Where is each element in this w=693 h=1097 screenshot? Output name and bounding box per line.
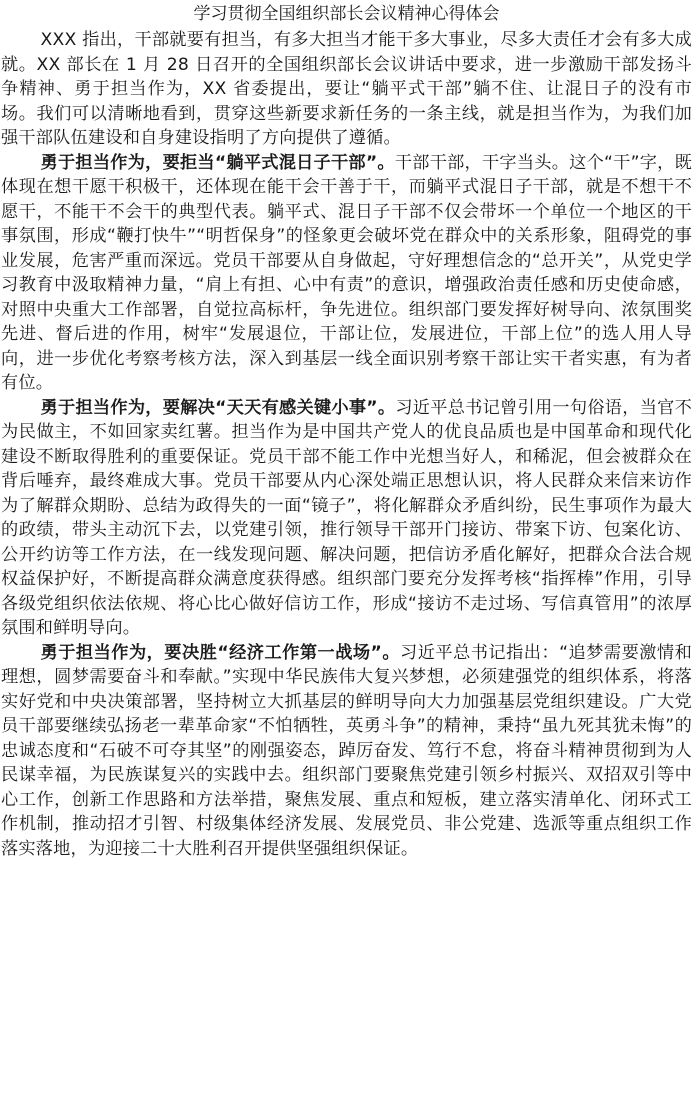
paragraph-1-text: XXX 指出，干部就要有担当，有多大担当才能干多大事业，尽多大责任才会有多大成就。XX 部长在 1 月 28 日召开的全国组织部长会议讲话中要求，进一步激励干部发扬斗争精神、勇于担当作为，XX 省委提出，要让“躺平式干部”躺不住、让混日子的没有市场。我们可以清晰地看到，贯穿这些新要求新任务的一条主线，就是担当作为，为我们加强干部队伍建设和自身建设指明了方向提供了遵循。: [1, 30, 692, 148]
paragraph-1: [1, 28, 692, 151]
document-title: 学习贯彻全国组织部长会议精神心得体会: [193, 4, 500, 24]
paragraph-2-text: 干部干部，干字当头。这个“干”字，既体现在想干愿干积极干，还体现在能干会干善于干，而躺平式混日子干部，就是不想干不愿干，不能干不会干的典型代表。躺平式、混日子干部不仅会带坏一个单位一个地区的干事氛围，形成“鞭打快牛”“明哲保身”的怪象更会破坏党在群众中的关系形象，阻碍党的事业发展，危害严重而深远。党员干部要从自身做起，守好理想信念的“总开关”，从党史学习教育中汲取精神力量，“肩上有担、心中有责”的意识，增强政治责任感和历史使命感，对照中央重大工作部署，自觉拉高标杆，争先进位。组织部门要发挥好树导向、浓氛围奖先进、督后进的作用，树牢“发展退位，干部让位，发展进位，干部上位”的选人用人导向，进一步优化考察考核方法，深入到基层一线全面识别考察干部让实干者实惠，有为者有位。: [1, 152, 692, 393]
paragraph-4-lead: 勇于担当作为，要决胜“经济工作第一战场”。: [40, 642, 401, 663]
paragraph-4: [1, 641, 692, 862]
paragraph-3-lead: 勇于担当作为，要解决“天天有感关键小事”。: [40, 397, 396, 418]
paragraph-4-text: 习近平总书记指出：“追梦需要激情和理想，圆梦需要奋斗和奉献。”实现中华民族伟大复兴梦想，必须建强党的组织体系，将落实好党和中央决策部署，坚持树立大抓基层的鲜明导向大力加强基层党组织建设。广大党员干部要继续弘扬老一辈革命家“不怕牺牲，英勇斗争”的精神，秉持“虽九死其犹未悔”的忠诚态度和“石破不可夺其坚”的刚强姿态，踔厉奋发、笃行不怠，将奋斗精神贯彻到为人民谋幸福，为民族谋复兴的实践中去。组织部门要聚焦党建引领乡村振兴、双招双引等中心工作，创新工作思路和方法举措，聚焦发展、重点和短板，建立落实清单化、闭环式工作机制，推动招才引智、村级集体经济发展、发展党员、非公党建、选派等重点组织工作落实落地，为迎接二十大胜利召开提供坚强组织保证。: [1, 642, 692, 859]
paragraph-3-text: 习近平总书记曾引用一句俗语，当官不为民做主，不如回家卖红薯。担当作为是中国共产党人的优良品质也是中国革命和现代化建设不断取得胜利的重要保证。党员干部不能工作中光想当好人，和稀泥，但会被群众在背后唾弃，最终难成大事。党员干部要从内心深处端正思想认识，将人民群众来信来访作为了解群众期盼、总结为政得失的一面“镜子”，将化解群众矛盾纠纷，民生事项作为最大的政绩，带头主动沉下去，以党建引领，推行领导干部开门接访、带案下访、包案化访、公开约访等工作方法，在一线发现问题、解决问题，把信访矛盾化解好，把群众合法合规权益保护好，不断提高群众满意度获得感。组织部门要充分发挥考核“指挥棒”作用，引导各级党组织依法依规、将心比心做好信访工作，形成“接访不走过场、写信真管用”的浓厚氛围和鲜明导向。: [1, 397, 692, 638]
paragraph-2-lead: 勇于担当作为，要拒当“躺平式混日子干部”。: [40, 152, 395, 173]
paragraph-2: [1, 151, 692, 396]
paragraph-3: [1, 396, 692, 641]
